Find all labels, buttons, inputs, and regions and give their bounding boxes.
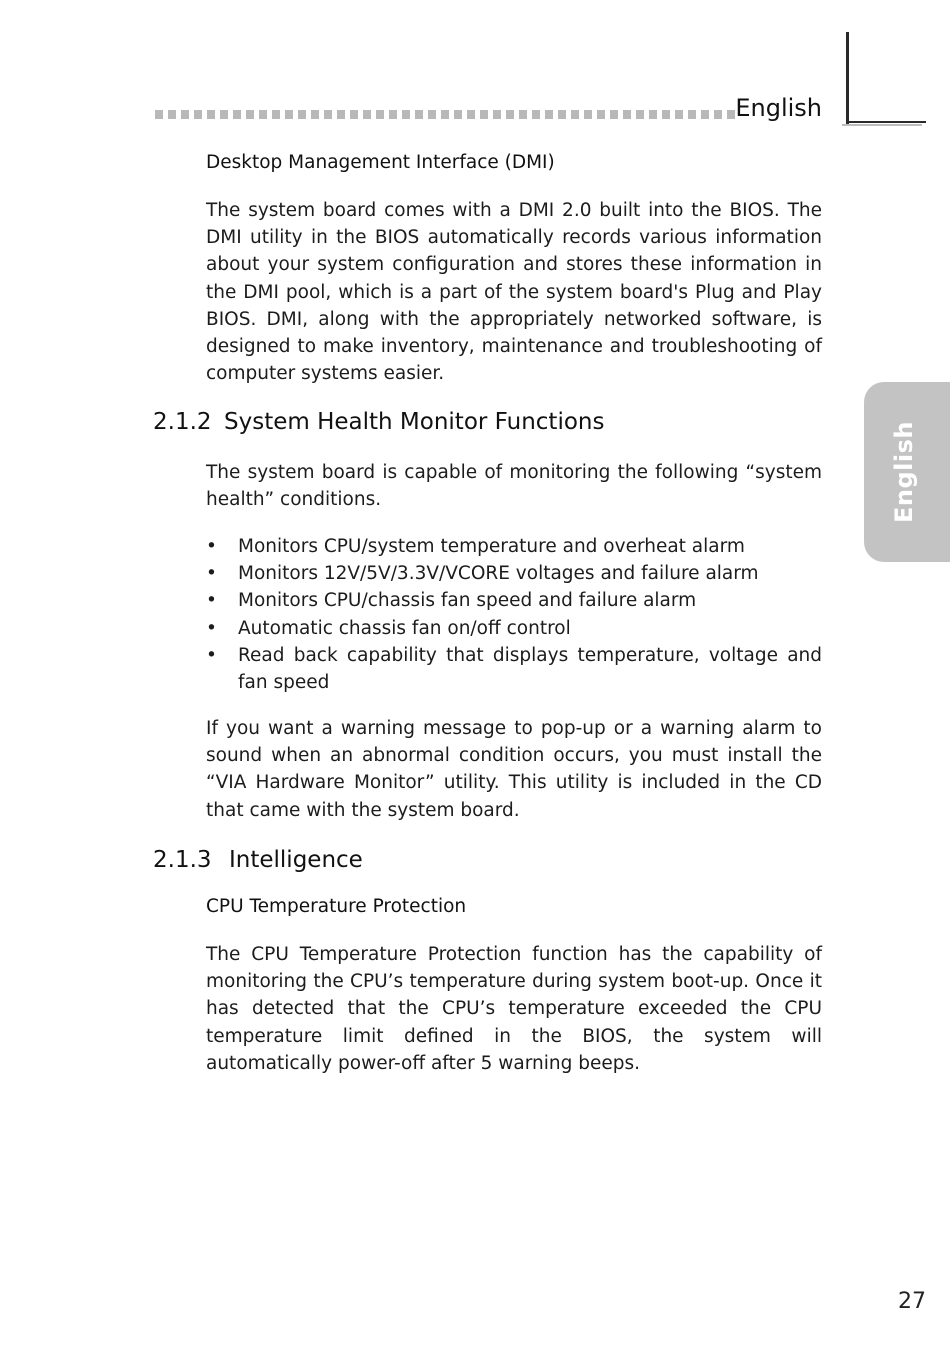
health-monitor-list (206, 533, 822, 696)
section-number: 2.1.2 (153, 409, 212, 435)
list-item-text: Automatic chassis fan on/off control (238, 617, 571, 639)
dmi-paragraph: The system board comes with a DMI 2.0 built into the BIOS. The DMI utility in the BIOS automatically records various information about your system configuration and stores these information in the DMI pool, which is a part of the system board's Plug and Play BIOS. DMI, along with the appropriately networked software, is designed to make inventory, maintenance and troubleshooting of computer systems easier. (206, 200, 822, 385)
list-item-text: Monitors 12V/5V/3.3V/VCORE voltages and failure alarm (238, 563, 759, 585)
section-title: Intelligence (229, 847, 363, 873)
list-item (206, 642, 822, 696)
header-language-label: English (735, 94, 822, 122)
corner-vertical-rule (846, 32, 849, 124)
bullet-icon: • (206, 617, 217, 639)
section-heading-2-1-2 (153, 407, 604, 437)
list-item (206, 615, 822, 642)
dmi-subheading: Desktop Management Interface (DMI) (206, 152, 555, 173)
section-heading-2-1-3 (153, 845, 363, 875)
list-item-text: Monitors CPU/chassis fan speed and failure alarm (238, 590, 697, 612)
list-item (206, 560, 822, 587)
cpu-protection-subheading: CPU Temperature Protection (206, 896, 467, 917)
health-intro-paragraph: The system board is capable of monitoring the following “system health” conditions. (206, 462, 822, 511)
section-number: 2.1.3 (153, 847, 212, 873)
bullet-icon: • (206, 563, 217, 585)
bullet-icon: • (206, 644, 217, 666)
corner-horizontal-rule (846, 121, 926, 123)
side-tab-label: English (890, 421, 918, 523)
health-closing-paragraph: If you want a warning message to pop-up or a warning alarm to sound when an abnormal condition occurs, you must install the “VIA Hardware Monitor” utility. This utility is included in the CD that came with the system board. (206, 718, 822, 821)
bullet-icon: • (206, 536, 217, 557)
dotted-header-rule (155, 110, 735, 119)
list-item-text: Monitors CPU/system temperature and overheat alarm (238, 536, 745, 557)
corner-rule-shadow (842, 124, 922, 126)
section-title: System Health Monitor Functions (224, 409, 605, 435)
bullet-icon: • (206, 590, 217, 612)
list-item-text: Read back capability that displays temperature, voltage and fan speed (238, 644, 822, 694)
cpu-protection-paragraph: The CPU Temperature Protection function has the capability of monitoring the CPU’s temperature during system boot-up. Once it has detected that the CPU’s temperature exceeded the CPU temperature limit defined in the BIOS, the system will automatically power-off after 5 warning beeps. (206, 944, 822, 1074)
list-item (206, 587, 822, 614)
list-item (206, 533, 822, 560)
page-number: 27 (898, 1289, 926, 1314)
